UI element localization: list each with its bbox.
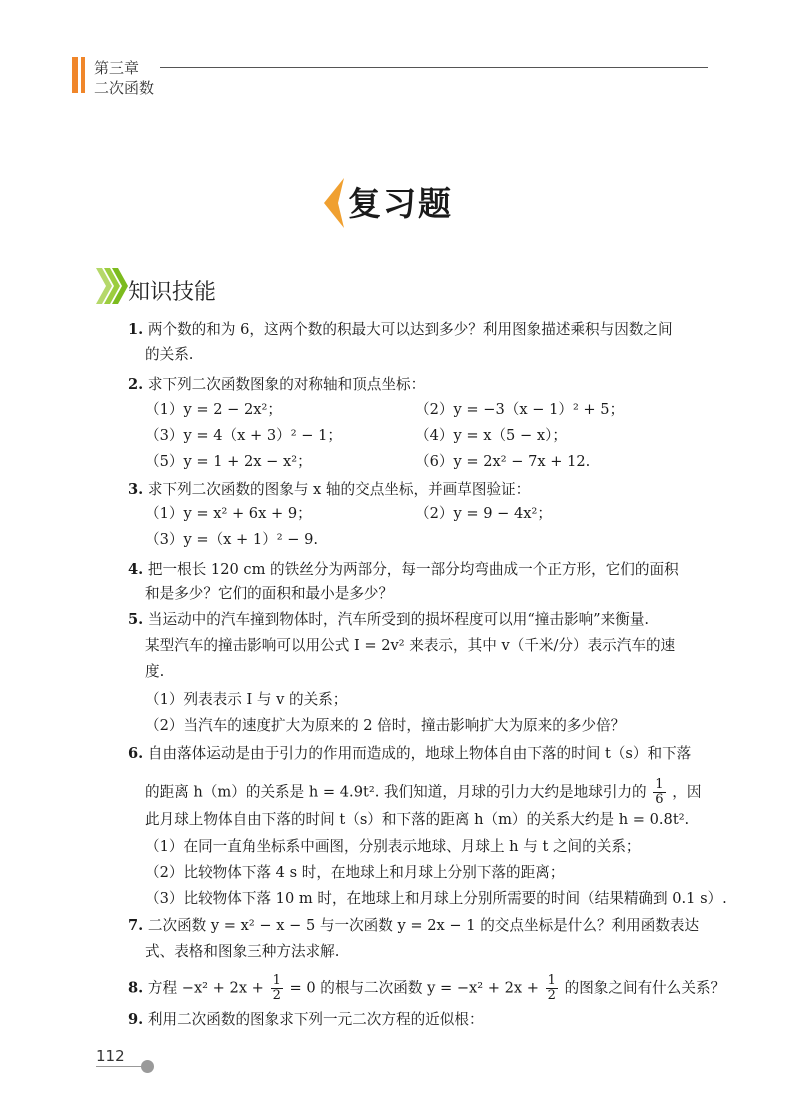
question-number: 9. [128,1011,144,1028]
chapter-number: 第三章 [94,59,140,77]
question-9: 9. 利用二次函数的图象求下列一元二次方程的近似根： [128,1011,484,1028]
question-number: 5. [128,611,144,628]
fraction: $\frac{1}{2}$ [547,973,556,1003]
question-5-sub: （1）列表表示 I 与 v 的关系； [145,691,348,708]
chapter-title: 二次函数 [94,79,155,97]
question-2: 2. 求下列二次函数图象的对称轴和顶点坐标： [128,376,426,393]
question-6-cont: 的距离 h（m）的关系是 h = 4.9t². 我们知道，月球的引力大约是地球引力的 $\frac{1}{6}$ ，因 [145,777,702,807]
question-2-item: （5）y = 1 + 2x − x²； [145,453,312,470]
fraction: $\frac{1}{6}$ [655,777,664,807]
question-number: 7. [128,917,144,934]
question-5-cont: 度. [145,663,165,680]
question-6-sub: （3）比较物体下落 10 m 时，在地球上和月球上分别所需要的时间（结果精确到 0.1 s）. [145,890,727,907]
question-number: 3. [128,481,144,498]
question-2-item: （1）y = 2 − 2x²； [145,401,282,418]
question-1: 1. 两个数的和为 6，这两个数的积最大可以达到多少？利用图象描述乘积与因数之间 [128,321,673,338]
question-2-item: （2）y = −3（x − 1）² + 5； [415,401,625,418]
question-2-item: （4）y = x（5 − x）； [415,427,567,444]
question-number: 8. [128,979,144,997]
question-4: 4. 把一根长 120 cm 的铁丝分为两部分，每一部分均弯曲成一个正方形，它们的面积 [128,561,679,578]
chapter-accent-bar [72,57,78,93]
question-6-sub: （1）在同一直角坐标系中画图，分别表示地球、月球上 h 与 t 之间的关系； [145,838,641,855]
question-6-sub: （2）比较物体下落 4 s 时，在地球上和月球上分别下落的距离； [145,864,565,881]
page-title: 复习题 [348,184,453,223]
section-title: 知识技能 [128,280,217,305]
question-number: 4. [128,561,144,578]
chapter-accent-bar-thin [81,57,85,93]
question-7: 7. 二次函数 y = x² − x − 5 与一次函数 y = 2x − 1 的交点坐标是什么？利用函数表达 [128,917,700,934]
page-number-rule [96,1066,146,1067]
question-2-item: （3）y = 4（x + 3）² − 1； [145,427,342,444]
question-number: 2. [128,376,144,393]
question-3-item: （1）y = x² + 6x + 9； [145,505,312,522]
page-dot-icon [141,1060,154,1073]
question-5: 5. 当运动中的汽车撞到物体时，汽车所受到的损坏程度可以用“撞击影响”来衡量. [128,611,650,628]
header-rule [160,67,708,68]
question-3-item: （3）y =（x + 1）² − 9. [145,531,319,548]
question-5-cont: 某型汽车的撞击影响可以用公式 I = 2v² 来表示，其中 v（千米/分）表示汽车的速 [145,637,676,654]
question-3-item: （2）y = 9 − 4x²； [415,505,552,522]
section-chevrons-icon [96,268,128,304]
question-8: 8. 方程 −x² + 2x + $\frac{1}{2}$ = 0 的根与二次函数 y = −x² + 2x + $\frac{1}{2}$ 的图象之间有什么关系？ [128,973,726,1003]
question-6-cont: 此月球上物体自由下落的时间 t（s）和下落的距离 h（m）的关系大约是 h = 0.8t². [145,811,690,828]
question-1-cont: 的关系. [145,346,194,363]
question-7-cont: 式、表格和图象三种方法求解. [145,943,340,960]
question-number: 6. [128,745,144,762]
question-2-item: （6）y = 2x² − 7x + 12. [415,453,591,470]
page-number: 112 [96,1047,125,1065]
question-number: 1. [128,321,144,338]
question-4-cont: 和是多少？它们的面积和最小是多少？ [145,585,394,602]
title-chevron-icon [324,178,346,228]
fraction: $\frac{1}{2}$ [272,973,281,1003]
question-6: 6. 自由落体运动是由于引力的作用而造成的，地球上物体自由下落的时间 t（s）和下落 [128,745,692,762]
question-3: 3. 求下列二次函数的图象与 x 轴的交点坐标，并画草图验证： [128,481,531,498]
question-5-sub: （2）当汽车的速度扩大为原来的 2 倍时，撞击影响扩大为原来的多少倍？ [145,717,626,734]
